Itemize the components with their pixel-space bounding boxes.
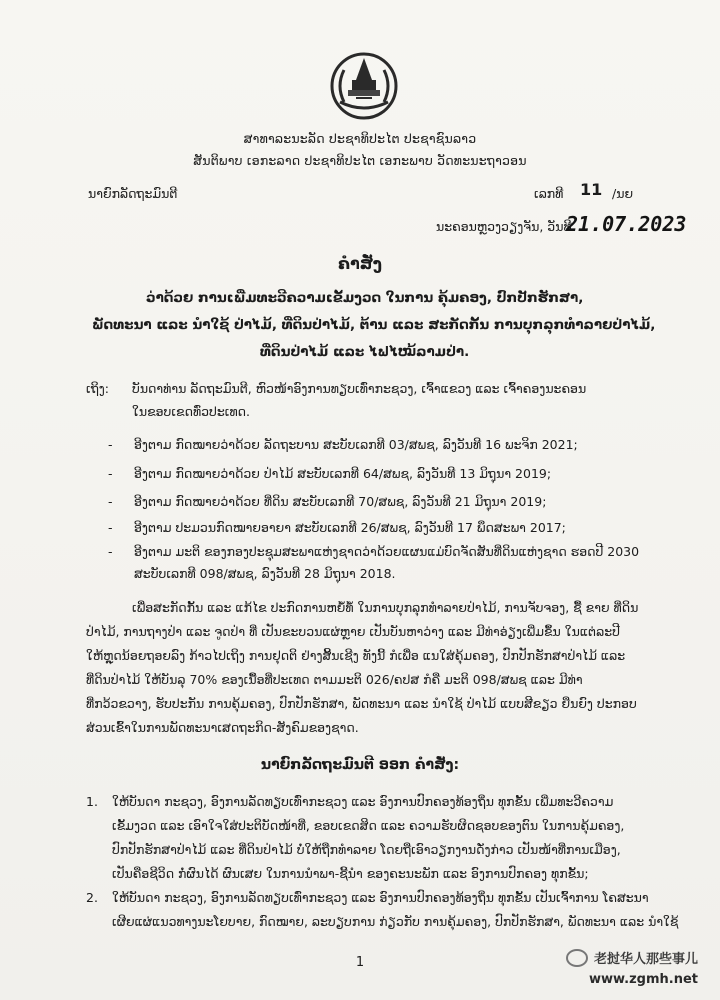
item-line: ເຂັ້ມງວດ ແລະ ເອົາໃຈໃສ່ປະຕິບັດໜ້າທີ່, ຂອບເຂດສິດ ແລະ ຄວາມຮັບຜິດຊອບຂອງຕົນ ໃນການຄຸ້ມຄອງ, [112, 818, 625, 833]
reference-item: ອີງຕາມ ກົດໝາຍວ່າດ້ວຍ ທີ່ດິນ ສະບັບເລກທີ 70/ສພຊ, ລົງວັນທີ 21 ມິຖຸນາ 2019; [134, 494, 547, 509]
recipient-label: ເຖິງ: [86, 381, 109, 396]
body-line: ທີ່ກວ້ວຂວາງ, ຮັບປະກັນ ການຄຸ້ມຄອງ, ປົກປັກຮັກສາ, ພັດທະນາ ແລະ ນຳໃຊ້ ປ່າໄມ້ ແບບສີຂຽວ ຍືນຍົງ ປະກອບ [86, 696, 637, 711]
number-value: 11 [580, 180, 603, 199]
body-line: ທີ່ດິນປ່າໄມ້ ໃຫ້ບັນລຸ 70% ຂອງເນື້ອທີ່ປະເທດ ຕາມມະຕິ 026/ຄປສ ກໍຄື ມະຕິ 098/ສພຊ ແລະ ມີທ່າ [86, 672, 583, 687]
bullet-dash: - [108, 437, 113, 452]
recipient-line: ບັນດາທ່ານ ລັດຖະມົນຕີ, ຫົວໜ້າອົງການທຽບເທົ່າກະຊວງ, ເຈົ້າແຂວງ ແລະ ເຈົ້າຄອງນະຄອນ [132, 381, 587, 396]
section-heading: ນາຍົກລັດຖະມົນຕີ ອອກ ຄຳສັ່ງ: [260, 757, 460, 773]
recipient-line: ໃນຂອບເຂດທົ່ວປະເທດ. [132, 404, 250, 419]
reference-item: ອີງຕາມ ກົດໝາຍວ່າດ້ວຍ ປ່າໄມ້ ສະບັບເລກທີ 64/ສພຊ, ລົງວັນທີ 13 ມິຖຸນາ 2019; [134, 466, 552, 481]
lao-emblem-icon [326, 50, 402, 120]
page-number: 1 [355, 955, 365, 970]
reference-item: ອີງຕາມ ມະຕິ ຂອງກອງປະຊຸມສະພາແຫ່ງຊາດວ່າດ້ວຍແຜນແມ່ບົດຈັດສັນທີ່ດິນແຫ່ງຊາດ ຮອດປີ 2030 [134, 544, 640, 559]
reference-item: ອີງຕາມ ປະມວນກົດໝາຍອາຍາ ສະບັບເລກທີ 26/ສພຊ, ລົງວັນທີ 17 ພຶດສະພາ 2017; [134, 520, 566, 535]
bullet-dash: - [108, 544, 113, 559]
item-line: ເຜີຍແຜ່ແນວທາງນະໂຍບາຍ, ກົດໝາຍ, ລະບຽບການ ກ່ຽວກັບ ການຄຸ້ມຄອງ, ປົກປັກຮັກສາ, ພັດທະນາ ແລະ ນຳໃຊ້ [112, 914, 679, 929]
bullet-dash: - [108, 466, 113, 481]
place-date-label: ນະຄອນຫຼວງວຽງຈັນ, ວັນທີ [436, 219, 572, 234]
issuing-office: ນາຍົກລັດຖະມົນຕີ [88, 186, 178, 201]
wechat-icon [566, 949, 588, 967]
watermark-url: www.zgmh.net [588, 972, 698, 987]
watermark-text: 老挝华人那些事儿 [593, 952, 698, 967]
item-line: ເປັນຄືອຊີວິດ ກໍ່ຜົນໄດ້ ຜົນເສຍ ໃນການນຳພາ-ຊີ້ນຳ ຂອງຄະນະພັກ ແລະ ອົງການປົກຄອງ ທຸກຂັ້ນ; [112, 866, 589, 881]
item-line: ໃຫ້ບັນດາ ກະຊວງ, ອົງການລັດທຽບເທົ່າກະຊວງ ແລະ ອົງການປົກຄອງທ້ອງຖິ່ນ ທຸກຂັ້ນ ເປັນເຈົ້າການ ໂຄສະນາ [112, 890, 649, 905]
bullet-dash: - [108, 520, 113, 535]
header-motto: ສັນຕິພາບ ເອກະລາດ ປະຊາທິປະໄຕ ເອກະພາບ ວັດທະນະຖາວອນ [193, 153, 527, 168]
body-line: ສ່ວນເຂົ້າໃນການພັດທະນາເສດຖະກິດ-ສັງຄົມຂອງຊາດ. [86, 720, 359, 735]
document-title: ຄຳສັ່ງ [337, 254, 383, 273]
header-country: ສາທາລະນະລັດ ປະຊາທິປະໄຕ ປະຊາຊົນລາວ [243, 131, 477, 146]
body-line: ເພື່ອສະກັດກັ້ນ ແລະ ແກ້ໄຂ ປະກົດການຫຍໍ້ທໍ້ ໃນການບຸກລຸກທຳລາຍປ່າໄມ້, ການຈັບຈອງ, ຊື້ ຂາຍ ທີ່ດິນ [132, 600, 639, 615]
subtitle-line: ທີ່ດິນປ່າໄມ້ ແລະ ໄຟໄໝ້ລາມປ່າ. [260, 344, 470, 360]
number-suffix: /ນຍ [612, 186, 634, 201]
subtitle-line: ວ່າດ້ວຍ ການເພີ່ມທະວີຄວາມເຂັ້ມງວດ ໃນການ ຄຸ້ມຄອງ, ປົກປັກຮັກສາ, [146, 290, 584, 306]
handwritten-date: 21.07.2023 [566, 212, 687, 236]
item-number: 1. [86, 794, 98, 809]
watermark [566, 948, 698, 967]
bullet-dash: - [108, 494, 113, 509]
reference-item: ອີງຕາມ ກົດໝາຍວ່າດ້ວຍ ລັດຖະບານ ສະບັບເລກທີ 03/ສພຊ, ລົງວັນທີ 16 ພະຈິກ 2021; [134, 437, 578, 452]
item-line: ໃຫ້ບັນດາ ກະຊວງ, ອົງການລັດທຽບເທົ່າກະຊວງ ແລະ ອົງການປົກຄອງທ້ອງຖິ່ນ ທຸກຂັ້ນ ເພີ່ມທະວີຄວາມ [112, 794, 614, 809]
body-line: ໃຫ້ຫຼຸດນ້ອຍຖອຍລົງ ກ້າວໄປເຖິງ ການຢຸດຕິ ຢ່າງສິ້ນເຊີງ ທັງນີ້ ກໍເພື່ອ ແນໃສ່ຄຸ້ມຄອງ, ປົກປັກຮັກສາປ່າໄມ້ ແລະ [86, 648, 626, 663]
subtitle-line: ພັດທະນາ ແລະ ນຳໃຊ້ ປ່າໄມ້, ທີ່ດິນປ່າໄມ້, ຕ້ານ ແລະ ສະກັດກັ້ນ ການບຸກລຸກທຳລາຍປ່າໄມ້, [92, 317, 656, 333]
body-line: ປ່າໄມ້, ການຖາງປ່າ ແລະ ຈູດປ່າ ທີ່ ເປັນຂະບວນແຜ່ຫຼາຍ ເປັນບັນຫາວ່າງ ແລະ ມີທ່າອ່ຽງເພີ່ມຂຶ້ນ ໃນແຕ່ລະປີ [86, 624, 620, 639]
item-number: 2. [86, 890, 98, 905]
item-line: ປົກປັກຮັກສາປ່າໄມ້ ແລະ ທີ່ດິນປ່າໄມ້ ບໍ່ໃຫ້ຖືກທຳລາຍ ໂດຍຖືເອົາວຽກງານດັ່ງກ່າວ ເປັນໜ້າທີ່ການເມືອງ, [112, 842, 621, 857]
number-label: ເລກທີ [534, 186, 564, 201]
reference-item-continued: ສະບັບເລກທີ 098/ສພຊ, ລົງວັນທີ 28 ມິຖຸນາ 2018. [134, 566, 396, 581]
